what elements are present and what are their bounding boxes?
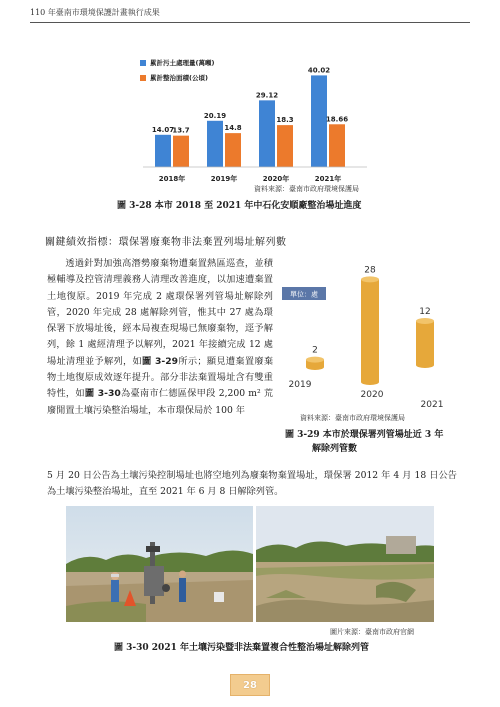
body-text-b: 所示；顯見遭棄置廢棄物土地復原成效逐年提升。部分非法棄置場址含有雙重特性，如 xyxy=(47,355,274,400)
page-header xyxy=(30,7,470,23)
value-label: 18.3 xyxy=(276,116,294,125)
photo-drilling-site-image xyxy=(66,506,253,622)
photo-drilling-site xyxy=(66,506,253,622)
legend-item-soil xyxy=(140,58,214,67)
legend-label-soil: 累計污土處理量(萬噸) xyxy=(150,59,215,67)
bar-area-3 xyxy=(329,124,345,167)
x-tick-label: 2018年 xyxy=(158,175,186,183)
figure-ref-3-30: 圖 3-30 xyxy=(84,388,121,400)
legend-swatch-blue xyxy=(140,60,146,66)
bar-soil-2 xyxy=(259,100,275,167)
value-label: 14.07 xyxy=(151,125,175,134)
value-label: 18.66 xyxy=(325,115,349,124)
bar-soil-3 xyxy=(311,75,327,167)
bar-soil-0 xyxy=(155,135,171,167)
page-number-badge xyxy=(230,674,270,696)
header-title: 110 年臺南市環境保護計畫執行成果 xyxy=(30,8,160,17)
bar-area-1 xyxy=(225,133,241,167)
figure-ref-3-29: 圖 3-29 xyxy=(142,355,179,367)
x-tick-label: 2021年 xyxy=(314,175,342,183)
value-label: 12 xyxy=(419,307,431,317)
bar-delisted-2 xyxy=(416,321,434,368)
value-label: 40.02 xyxy=(307,66,331,75)
photo-cleared-site xyxy=(256,506,434,622)
figure3-source: 圖片來源：臺南市政府官網 xyxy=(330,628,414,636)
bar-top-cap xyxy=(416,318,434,324)
body-text-full: 5 月 20 日公告為土壤污染控制場址也將空地列為廢棄物棄置場址，環保署 2012 年 4 月 18 日公告為土壤污染整治場址，直至 2021 年 6 月 8 日解除列管。 xyxy=(47,470,457,498)
figure1-source: 資料來源：臺南市政府環境保護局 xyxy=(254,185,359,193)
figure2-caption-line2: 解除列管數 xyxy=(312,444,358,454)
x-tick-label: 2020 xyxy=(360,390,384,400)
x-tick-label: 2019年 xyxy=(210,175,238,183)
figure2-caption xyxy=(285,428,465,456)
value-label: 14.8 xyxy=(224,124,242,133)
chart-delisted-sites-svg xyxy=(280,257,460,412)
figure2-source: 資料來源：臺南市政府環境保護局 xyxy=(300,414,405,422)
value-label: 13.7 xyxy=(172,126,190,135)
page-number: 28 xyxy=(243,679,257,691)
bar-area-0 xyxy=(173,136,189,167)
x-tick-label: 2020年 xyxy=(262,175,290,183)
figure2-caption-line1: 圖 3-29 本市於環保署列管場址近 3 年 xyxy=(285,430,444,440)
bar-top-cap xyxy=(306,357,324,363)
legend-item-area xyxy=(140,73,214,82)
body-paragraph xyxy=(47,256,273,419)
body-text-a: 透過針對加強高潛勢廢棄物遭棄置熱區巡查，並積極輔導及控管清理義務人清理改善進度，以加速遭棄置土地復原。2019 年完成 2 處環保署列管場址解除列管，2020 年完成 28 處解除列管，惟其中 27 處為環保署下放場址後，經本局複查現場已無廢棄物，逕予解列，餘 1 處經清理予以解列，2021 年接續完成 12 處場址清理並予解列，如 xyxy=(47,258,273,367)
bar-soil-1 xyxy=(207,121,223,167)
legend-label-area: 累計整治面積(公頃) xyxy=(150,74,208,82)
section-heading: 關鍵績效指標：環保署廢棄物非法棄置列場址解列數 xyxy=(45,237,287,248)
chart1-legend xyxy=(140,58,214,88)
figure3-caption: 圖 3-30 2021 年土壤污染暨非法棄置複合性整治場址解除列管 xyxy=(114,643,369,653)
legend-swatch-orange xyxy=(140,75,146,81)
body-text-left xyxy=(47,256,273,419)
unit-label: 單位：處 xyxy=(290,290,318,299)
chart-delisted-sites xyxy=(280,257,460,412)
figure1-caption: 圖 3-28 本市 2018 至 2021 年中石化安順廠整治場址進度 xyxy=(117,201,362,211)
value-label: 28 xyxy=(364,265,376,276)
bar-delisted-1 xyxy=(361,279,379,385)
body-text-c: 為臺南市仁德區保甲段 2,200 m² 荒廢閒置土壤污染整治場址，本市環保局於 100 年 xyxy=(47,388,273,416)
value-label: 20.19 xyxy=(203,111,227,120)
value-label: 2 xyxy=(312,345,318,356)
value-label: 29.12 xyxy=(255,91,279,100)
x-tick-label: 2019 xyxy=(288,380,312,390)
bar-area-2 xyxy=(277,125,293,167)
bar-top-cap xyxy=(361,276,379,282)
chart-soil-remediation xyxy=(135,50,375,190)
photo-cleared-site-image xyxy=(256,506,434,622)
unit-badge xyxy=(282,287,326,300)
x-tick-label: 2021 xyxy=(420,400,444,410)
